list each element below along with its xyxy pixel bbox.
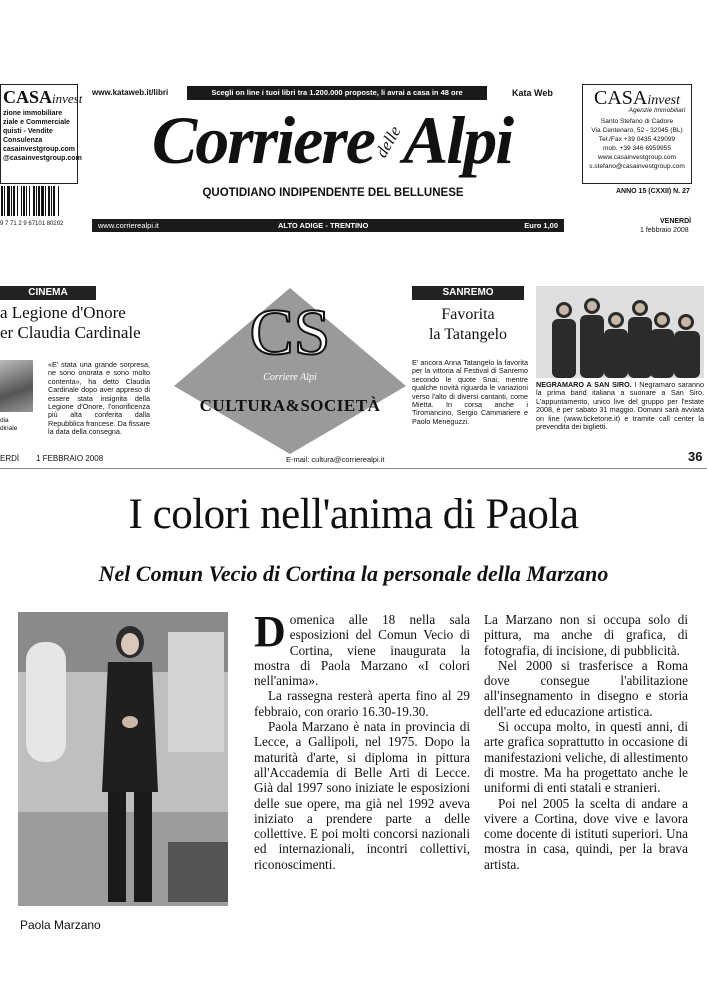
ad-left-line: quisti - Vendite xyxy=(3,128,53,135)
masthead-title xyxy=(93,100,571,182)
price-label: Euro 1,00 xyxy=(524,221,558,230)
barcode-bar xyxy=(48,186,50,216)
barcode-bar xyxy=(45,186,46,216)
casainvest-ad-left[interactable] xyxy=(0,84,83,184)
ad-right-line: www.casainvestgroup.com xyxy=(597,154,677,161)
ad-left-line: @casainvestgroup.com xyxy=(3,155,82,162)
cinema-text: «E' stata una grande sorpresa, ne sono onorata e sono molto contenta», ha detto Claudia Cardinale dopo aver appreso di essere stata insignita della Legione d'Onore, l'onorificenza più alta conferita dalla Repubblica francese. Da fissare la data della consegna. xyxy=(48,360,150,437)
negramaro-block xyxy=(536,381,704,431)
cinema-photo-caption xyxy=(0,417,17,433)
barcode-bar xyxy=(11,186,12,216)
masthead-bottom-bar xyxy=(92,219,564,232)
article-paragraph: La rassegna resterà aperta fino al 29 febbraio, con orario 16.30-19.30. xyxy=(254,688,470,719)
barcode-bar xyxy=(26,186,27,216)
section-logo xyxy=(170,286,410,456)
barcode-bar xyxy=(29,186,30,216)
sanremo-headline xyxy=(412,305,524,345)
barcode-bar xyxy=(33,186,35,216)
barcode-bar xyxy=(23,186,25,216)
barcode-bar xyxy=(38,186,40,216)
article-headline: I colori nell'anima di Paola xyxy=(128,491,579,538)
photo-caption: Paola Marzano xyxy=(20,918,101,932)
portrait-photo xyxy=(18,612,228,906)
barcode-bars xyxy=(0,186,82,216)
barcode-bar xyxy=(41,186,44,216)
strip-day: ERDÌ xyxy=(0,454,20,463)
cinema-headline-line2: er Claudia Cardinale xyxy=(0,323,141,342)
caption-line2: dinale xyxy=(0,425,18,432)
logo-section-name: CULTURA&SOCIETÀ xyxy=(199,396,381,415)
column-1-paragraphs xyxy=(254,607,470,872)
site-url[interactable]: www.corrierealpi.it xyxy=(98,221,159,230)
casainvest-ad-right[interactable] xyxy=(582,84,692,184)
article-paragraph: Nel 2000 si trasferisce a Roma dove consegue l'abilitazione all'insegnamento in disegno e storia dell'arte ed educazione artistica. xyxy=(484,657,688,719)
section-footer-strip xyxy=(0,446,707,468)
article-photo xyxy=(18,612,228,906)
article-paragraph: Poi nel 2005 la scelta di andare a vivere a Cortina, dove vive e lavora come docente di istituti superiori. Una mostra in casa, quindi, per la brava artista. xyxy=(484,795,688,872)
negramaro-title: NEGRAMARO A SAN SIRO. xyxy=(536,380,632,389)
caption-line1: dia xyxy=(0,417,9,424)
logo-paper xyxy=(170,372,410,383)
article-paragraph: La Marzano non si occupa solo di pittura, ma anche di grafica, di fotografia, di incisione, di pubblicità. xyxy=(484,612,688,658)
article-column-1 xyxy=(254,607,470,872)
sanremo-headline-line1: Favorita xyxy=(441,306,495,323)
barcode-bar xyxy=(13,186,15,216)
sanremo-tag: SANREMO xyxy=(412,286,524,300)
issue-day: VENERDÌ xyxy=(660,218,692,225)
masthead-title-right: Alpi xyxy=(402,102,513,178)
ad-brand-script: invest xyxy=(647,93,680,108)
ad-tagline: Agenzie Immobiliari xyxy=(628,107,686,114)
barcode-bar xyxy=(17,186,18,216)
barcode-bar xyxy=(58,186,59,216)
barcode-number: 9 7 71 2 9 67101 80202 xyxy=(0,221,64,227)
barcode-bar xyxy=(51,186,52,216)
ad-left-line: zione immobiliare xyxy=(3,110,63,117)
barcode-bar xyxy=(21,186,22,216)
article-paragraph: omenica alle 18 nella sala esposizioni del Comun Vecio di Cortina, viene inaugurata la mostra di Paola Marzano «I colori nell'anima». xyxy=(254,612,470,689)
cinema-headline-line1: a Legione d'Onore xyxy=(0,303,126,322)
ad-left-lines xyxy=(1,107,82,165)
region-label: ALTO ADIGE - TRENTINO xyxy=(278,221,369,230)
article-paragraph: Paola Marzano è nata in provincia di Lecce, a Gallipoli, nel 1975. Dopo la maturità d'arte, si diploma in pittura all'Accademia di Belle Arti di Lecce. Già dal 1997 sono iniziate le esposizioni delle sue opere, ma già nel 1992 aveva iniziato a prendere parte a delle collettive. E poi molti concorsi nazionali ed internazionali, incontri collettivi, riconoscimenti. xyxy=(254,719,470,872)
ad-brand: CASA xyxy=(593,87,648,109)
ad-left-line: Consulenza xyxy=(3,137,43,144)
ad-right-line: s.stefano@casainvestgroup.com xyxy=(589,163,685,170)
kataweb-url[interactable]: www.kataweb.it/libri xyxy=(92,88,169,97)
ad-right-line: Santo Stefano di Cadore xyxy=(600,118,674,125)
strip-date: 1 FEBBRAIO 2008 xyxy=(36,454,104,463)
drop-cap: D xyxy=(254,607,286,656)
ad-right-line: Via Centenaro, 52 - 32045 (BL) xyxy=(591,127,683,134)
ad-left-line: ziale e Commerciale xyxy=(3,119,70,126)
strip-email[interactable]: E-mail: cultura@corrierealpi.it xyxy=(286,455,385,464)
negramaro-text: I Negramaro saranno la prima band italiana a suonare a San Siro. L'appuntamento, unico live del gruppo per l'estate 2008, è per sabato 31 maggio. Domani sarà avviata on line (www.ticketone.it) e tramite call center la prevendita dei biglietti. xyxy=(536,380,705,432)
issue-date: 1 febbraio 2008 xyxy=(640,227,689,234)
issue-number: ANNO 15 (CXXII) N. 27 xyxy=(616,188,690,195)
masthead-title-small: delle xyxy=(371,122,405,161)
barcode-bar xyxy=(36,186,37,216)
kataweb-brand: Kata Web xyxy=(512,88,553,98)
barcode-bar xyxy=(4,186,5,216)
article-paragraph: Si occupa molto, in questi anni, di arte grafica soprattutto in occasione di manifestazioni veliche, di allestimento di mostre. Ma ha progettato anche le uniformi di enti statali e stranieri. xyxy=(484,719,688,796)
top-promo-bar xyxy=(92,86,488,100)
barcode xyxy=(0,186,82,226)
header-rule xyxy=(0,468,707,469)
cinema-photo xyxy=(0,360,33,412)
masthead-title-left: Corriere xyxy=(151,102,374,178)
ad-right-line: mob. +39 346 6959955 xyxy=(602,145,671,152)
barcode-bar xyxy=(7,186,10,216)
promo-text: Scegli on line i tuoi libri tra 1.200.000 proposte, li avrai a casa in 48 ore xyxy=(187,86,487,100)
sanremo-headline-line2: la Tatangelo xyxy=(428,326,508,343)
ad-right-lines xyxy=(583,115,691,173)
logo-paper-name: Corriere Alpi xyxy=(263,372,317,383)
ad-left-line: casainvestgroup.com xyxy=(3,146,75,153)
barcode-bar xyxy=(1,186,3,216)
page-number: 36 xyxy=(688,449,703,464)
logo-letters: CS xyxy=(249,296,331,369)
article-column-2 xyxy=(484,612,688,872)
barcode-bar xyxy=(53,186,55,216)
cinema-headline xyxy=(0,303,160,343)
cinema-tag: CINEMA xyxy=(0,286,96,300)
negramaro-photo xyxy=(536,286,704,378)
ad-brand-script: invest xyxy=(52,91,83,106)
band-photo xyxy=(536,286,704,378)
masthead-subtitle: QUOTIDIANO INDIPENDENTE DEL BELLUNESE xyxy=(202,187,464,199)
sanremo-text: E' ancora Anna Tatangelo la favorita per la vittoria al Festival di Sanremo secondo le quote Snai, mentre qualche novità riguarda le variazioni verso l'alto di diversi cantanti, come Mietta. In corsa anche i Tiromancino, Sergio Cammariere e Paolo Meneguzzi. xyxy=(412,358,528,426)
ad-right-line: Tel./Fax +39 0435 429099 xyxy=(598,136,676,143)
column-2-paragraphs xyxy=(484,612,688,872)
ad-brand: CASA xyxy=(3,87,53,107)
article-subheadline: Nel Comun Vecio di Cortina la personale della Marzano xyxy=(98,561,609,586)
